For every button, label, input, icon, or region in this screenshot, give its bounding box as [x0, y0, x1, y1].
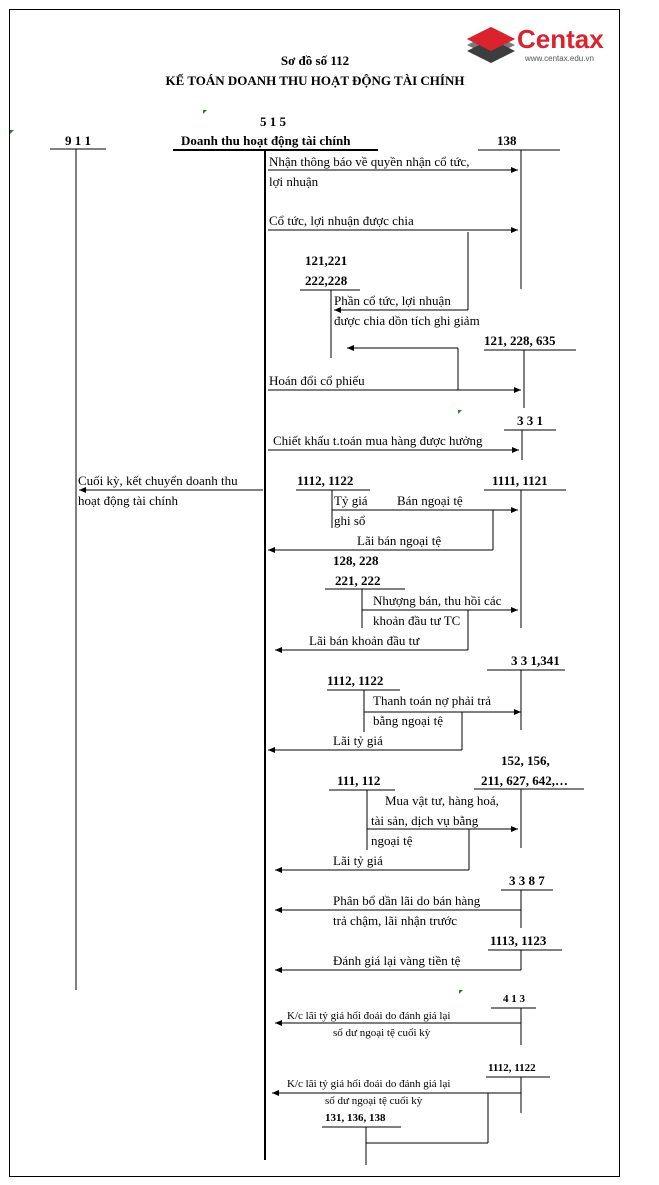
- account-211-627-642: 211, 627, 642,…: [481, 773, 569, 788]
- account-331: 3 3 1: [517, 413, 543, 428]
- invest-gain-label: Lãi bán khoản đầu tư: [309, 633, 420, 648]
- kc1-line-1: K/c lãi tỷ giá hối đoái do đánh giá lại: [287, 1010, 451, 1022]
- swap-label: Hoán đổi cổ phiếu: [269, 373, 365, 388]
- account-111-112: 111, 112: [337, 773, 381, 788]
- pay-line-2: bằng ngoại tệ: [373, 713, 444, 728]
- rate-line-2: ghi sổ: [334, 513, 366, 528]
- corner-mark: [458, 410, 462, 414]
- account-222-228: 222,228: [305, 273, 348, 288]
- fx-gain-label: Lãi bán ngoại tệ: [357, 533, 442, 548]
- corner-mark: [459, 990, 463, 994]
- account-1112-1122-c: 1112, 1122: [488, 1062, 536, 1074]
- buy-line-1: Mua vật tư, hàng hoá,: [385, 793, 499, 808]
- discount-label: Chiết khấu t.toán mua hàng được hưởng: [273, 433, 483, 448]
- account-1112-1122: 1112, 1122: [297, 473, 354, 488]
- account-152-156: 152, 156,: [501, 753, 550, 768]
- rate-line-1: Tỷ giá: [334, 493, 368, 508]
- kc2-line-2: số dư ngoại tệ cuối kỳ: [325, 1095, 423, 1107]
- corner-mark: [10, 130, 14, 134]
- diagram-code: Sơ đồ số 112: [280, 53, 350, 68]
- dividend-label: Cổ tức, lợi nhuận được chia: [269, 213, 414, 228]
- accum-line-1: Phần cổ tức, lợi nhuận: [334, 293, 451, 308]
- account-121-221: 121,221: [305, 253, 348, 268]
- transfer-line-1: Nhượng bán, thu hồi các: [373, 593, 502, 608]
- corner-mark: [203, 110, 207, 114]
- accum-line-2: được chia dồn tích ghi giảm: [334, 313, 480, 328]
- logo-url: www.centax.edu.vn: [525, 54, 594, 63]
- rate-gain-label-2: Lãi tỷ giá: [333, 853, 383, 868]
- account-1113-1123: 1113, 1123: [490, 933, 547, 948]
- account-413: 4 1 3: [503, 993, 525, 1005]
- alloc-line-1: Phân bổ dần lãi do bán hàng: [333, 893, 481, 908]
- account-911: 9 1 1: [65, 133, 91, 148]
- notice-line-2: lợi nhuận: [269, 174, 319, 189]
- kc1-line-2: số dư ngoại tệ cuối kỳ: [333, 1027, 431, 1039]
- closing-line-2: hoạt động tài chính: [78, 493, 179, 508]
- account-221-222: 221, 222: [335, 573, 381, 588]
- account-131-136-138: 131, 136, 138: [325, 1112, 386, 1124]
- closing-line-1: Cuối kỳ, kết chuyển doanh thu: [78, 473, 238, 488]
- account-128-228: 128, 228: [333, 553, 379, 568]
- logo-brand: Centax: [517, 24, 604, 54]
- account-331-341: 3 3 1,341: [511, 653, 560, 668]
- transfer-line-2: khoản đầu tư TC: [373, 613, 461, 628]
- account-515-code: 5 1 5: [260, 114, 286, 129]
- page-title: KẾ TOÁN DOANH THU HOẠT ĐỘNG TÀI CHÍNH: [165, 73, 465, 88]
- kc2-line-1: K/c lãi tỷ giá hối đoái do đánh giá lại: [287, 1078, 451, 1090]
- sell-fx-label: Bán ngoại tệ: [397, 493, 463, 508]
- rate-gain-label-1: Lãi tỷ giá: [333, 733, 383, 748]
- account-3387: 3 3 8 7: [509, 873, 545, 888]
- alloc-line-2: trả chậm, lãi nhận trước: [333, 913, 458, 928]
- notice-line-1: Nhận thông báo về quyền nhận cổ tức,: [269, 154, 470, 169]
- account-515-name: Doanh thu hoạt động tài chính: [181, 133, 351, 148]
- account-1111-1121: 1111, 1121: [492, 473, 548, 488]
- account-1112-1122-b: 1112, 1122: [327, 673, 384, 688]
- pay-line-1: Thanh toán nợ phải trả: [373, 693, 492, 708]
- account-138: 138: [497, 133, 517, 148]
- buy-line-3: ngoại tệ: [371, 833, 413, 848]
- account-121-228-635: 121, 228, 635: [484, 333, 556, 348]
- buy-line-2: tài sản, dịch vụ bằng: [371, 813, 479, 828]
- gold-label: Đánh giá lại vàng tiền tệ: [333, 953, 461, 968]
